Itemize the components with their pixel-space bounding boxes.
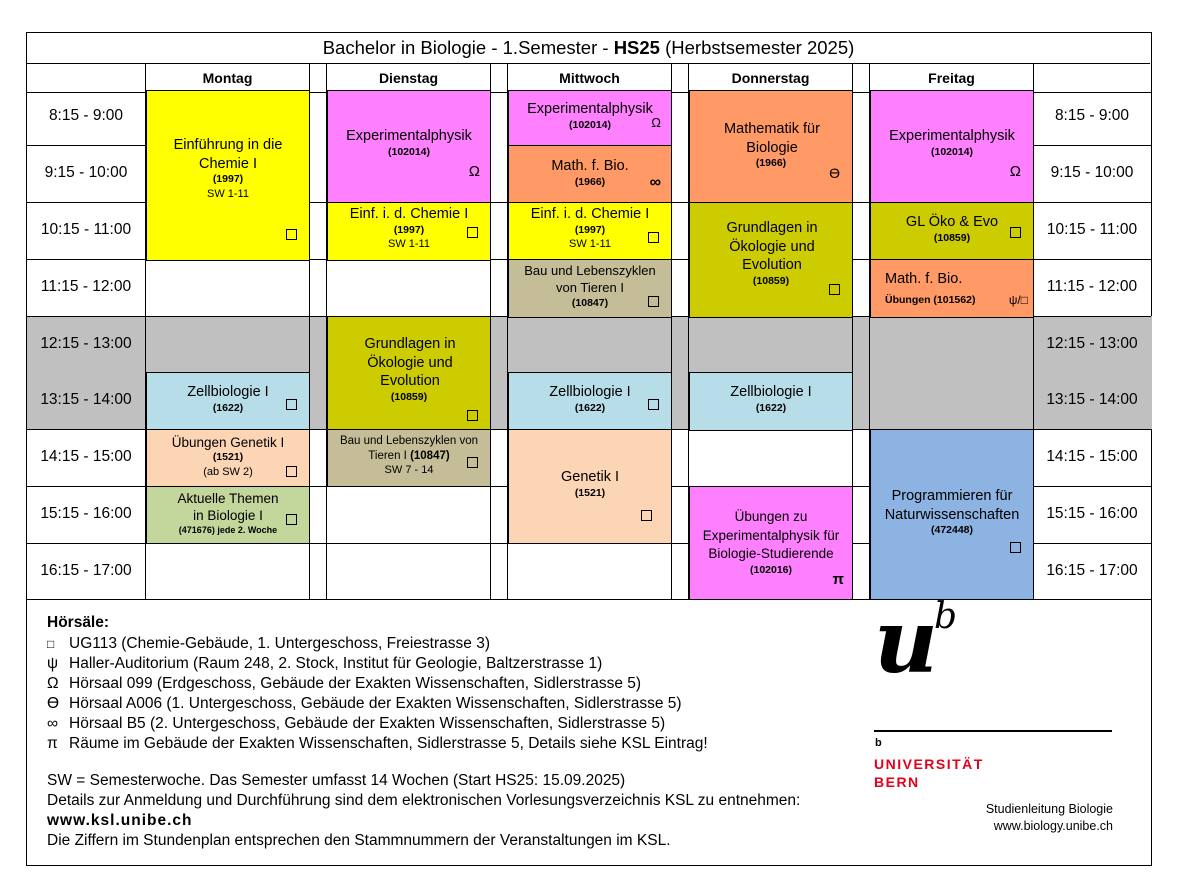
time-label: 8:15 - 9:00: [48, 107, 124, 124]
ksl-link[interactable]: www.ksl.unibe.ch: [47, 812, 193, 829]
course-name: Programmieren für Naturwissenschaften: [884, 488, 1020, 523]
course-name: Einf. i. d. Chemie I: [349, 206, 469, 222]
course-code: (10859): [390, 390, 428, 403]
time-label: 13:15 - 14:00: [1046, 391, 1138, 408]
course-code: (102016): [749, 563, 793, 576]
course-name: Zellbiologie I: [730, 384, 812, 400]
room-square-icon: [1010, 542, 1021, 553]
course-name: Math. f. Bio.: [885, 271, 963, 287]
course-code: (1622): [574, 401, 606, 414]
course-code: (1622): [755, 401, 787, 414]
course-code: (1521): [574, 486, 606, 499]
logo-line2: BERN: [874, 774, 920, 790]
room-square-icon: [286, 514, 297, 525]
course-code: (1997): [393, 223, 425, 236]
course-block-einfuehrung-chemie[interactable]: [146, 90, 310, 261]
course-code: (1997): [574, 223, 606, 236]
psi-symbol-icon: ψ: [47, 655, 59, 672]
room-square-icon: [286, 466, 297, 477]
course-block-experimentalphysik[interactable]: [870, 90, 1034, 204]
title-suffix: (Herbstsemester 2025): [659, 37, 855, 58]
legend-text: Räume im Gebäude der Exakten Wissenschaften, Sidlerstrasse 5, Details siehe KSL Eintrag!: [69, 735, 708, 752]
course-block-bau-lebenszyklen[interactable]: [508, 259, 672, 318]
legend-item: [47, 694, 708, 714]
course-code: (10859): [752, 274, 790, 287]
room-square-icon: [467, 457, 478, 468]
course-block-experimentalphysik[interactable]: [508, 90, 672, 147]
course-name: Experimentalphysik: [889, 128, 1015, 144]
day-header-thursday: Donnerstag: [731, 70, 810, 86]
course-name: Genetik I: [560, 469, 620, 485]
course-block-grundlagen-oekologie[interactable]: [689, 202, 853, 318]
course-name: Übungen zu Experimentalphysik für Biologie-Studierende: [702, 509, 840, 562]
course-block-zellbiologie[interactable]: [689, 372, 853, 431]
time-label: 8:15 - 9:00: [1054, 107, 1130, 124]
time-label: 10:15 - 11:00: [40, 221, 132, 238]
course-name-line2: Tieren I: [368, 449, 407, 462]
course-name: Bau und Lebenszyklen von Tieren I: [524, 263, 656, 295]
room-square-icon: [648, 232, 659, 243]
room-square-icon: [286, 229, 297, 240]
legend-item: [47, 734, 708, 754]
logo-line1: UNIVERSITÄT: [874, 756, 984, 772]
time-label: 13:15 - 14:00: [40, 391, 132, 408]
course-name: Mathematik für Biologie: [724, 121, 820, 156]
course-name-line2: in Biologie I: [193, 508, 263, 524]
room-infinity-icon: ∞: [649, 173, 661, 191]
day-header-tuesday: Dienstag: [378, 70, 439, 86]
omega-symbol-icon: Ω: [47, 675, 59, 692]
course-code: (102014): [387, 145, 431, 158]
course-code: (10847): [410, 449, 450, 462]
theta-symbol-icon: ϴ: [47, 695, 60, 712]
legend-item: [47, 674, 708, 694]
legend-item: [47, 654, 708, 674]
course-code: (1622): [212, 401, 244, 414]
grid-line: [27, 145, 145, 146]
legend-text: Hörsaal A006 (1. Untergeschoss, Gebäude der Exakten Wissenschaften, Sidlerstrasse 5): [69, 695, 682, 712]
title-semester-code: HS25: [613, 37, 660, 58]
logo-b: b: [934, 596, 958, 637]
course-block-programmieren[interactable]: [870, 429, 1034, 600]
digits-note: Die Ziffern im Stundenplan entsprechen den Stammnummern der Veranstaltungen im KSL.: [47, 832, 671, 849]
footer-office: Studienleitung Biologie: [985, 802, 1113, 816]
course-code: (1521): [212, 451, 244, 464]
room-pi-icon: π: [832, 570, 844, 588]
time-label: 9:15 - 10:00: [1050, 164, 1134, 181]
page-title: [27, 33, 1150, 64]
course-block-einf-chemie[interactable]: [508, 202, 672, 261]
course-note: SW 1-11: [569, 237, 611, 250]
room-square-icon: [641, 510, 652, 521]
details-note: Details zur Anmeldung und Durchführung sind dem elektronischen Vorlesungsverzeichnis KSL zu entnehmen:: [47, 792, 801, 809]
infinity-symbol-icon: ∞: [47, 715, 59, 732]
course-name: GL Öko & Evo: [905, 214, 999, 230]
footer-contact: [927, 801, 1113, 835]
legend-list: [47, 634, 708, 754]
day-header-friday: Freitag: [928, 70, 975, 86]
course-name: Einf. i. d. Chemie I: [530, 206, 650, 222]
course-block-zellbiologie[interactable]: [146, 372, 310, 431]
course-block-uebungen-experimentalphysik[interactable]: [689, 486, 853, 600]
course-code: (1966): [755, 157, 787, 170]
course-name: Math. f. Bio.: [551, 158, 629, 174]
course-name: Zellbiologie I: [549, 384, 631, 400]
course-name: Einführung in die Chemie I: [173, 137, 283, 172]
course-name: Experimentalphysik: [527, 101, 653, 117]
time-label: 12:15 - 13:00: [40, 335, 132, 352]
room-psi-icon: ψ/□: [1008, 292, 1028, 307]
unibe-logo: [872, 589, 1012, 701]
legend-heading: Hörsäle:: [47, 614, 110, 631]
day-header-wednesday: Mittwoch: [559, 70, 620, 86]
course-code: Übungen (101562): [885, 293, 976, 306]
course-block-math-bio-uebungen[interactable]: [870, 259, 1034, 318]
legend-text: Hörsaal 099 (Erdgeschoss, Gebäude der Exakten Wissenschaften, Sidlerstrasse 5): [69, 675, 642, 692]
logo-u: u: [874, 589, 938, 693]
room-theta-icon: ϴ: [829, 165, 840, 182]
time-label: 16:15 - 17:00: [40, 562, 132, 579]
room-square-icon: [467, 410, 478, 421]
course-block-experimentalphysik[interactable]: [327, 90, 491, 204]
room-square-icon: [286, 399, 297, 410]
course-code: (102014): [930, 145, 974, 158]
course-name: Übungen Genetik I: [171, 435, 285, 450]
time-label: 14:15 - 15:00: [1046, 448, 1138, 465]
grid-line: [1033, 145, 1151, 146]
room-square-icon: [1010, 227, 1021, 238]
time-label: 16:15 - 17:00: [1046, 562, 1138, 579]
course-note: SW 1-11: [388, 237, 430, 250]
course-block-einf-chemie[interactable]: [327, 202, 491, 261]
legend-item: [47, 714, 708, 734]
course-code: (1966): [574, 175, 606, 188]
course-name: Grundlagen in Ökologie und Evolution: [364, 336, 456, 390]
logo-rule: [874, 730, 1112, 732]
title-prefix: Bachelor in Biologie - 1.Semester -: [322, 37, 614, 58]
time-label: 15:15 - 16:00: [1046, 505, 1138, 522]
course-code: (102014): [568, 118, 612, 131]
time-label: 11:15 - 12:00: [1046, 278, 1138, 295]
course-code: (10847): [571, 296, 609, 309]
legend-text: Hörsaal B5 (2. Untergeschoss, Gebäude der Exakten Wissenschaften, Sidlerstrasse 5): [69, 715, 666, 732]
room-omega-icon: Ω: [468, 162, 480, 180]
legend-item: [47, 634, 708, 654]
course-block-zellbiologie[interactable]: [508, 372, 672, 431]
course-note: (ab SW 2): [203, 465, 253, 478]
course-name: Experimentalphysik: [346, 128, 472, 144]
room-square-icon: [648, 296, 659, 307]
course-block-genetik[interactable]: [508, 429, 672, 544]
time-label: 12:15 - 13:00: [1046, 335, 1138, 352]
course-block-bau-lebenszyklen[interactable]: [327, 429, 491, 487]
course-name: Bau und Lebenszyklen von: [339, 435, 479, 447]
legend-text: Haller-Auditorium (Raum 248, 2. Stock, Institut für Geologie, Baltzerstrasse 1): [69, 655, 603, 672]
course-name: Grundlagen in Ökologie und Evolution: [726, 220, 818, 274]
pi-symbol-icon: π: [47, 735, 58, 752]
course-code: (10859): [933, 231, 971, 244]
time-label: 11:15 - 12:00: [40, 278, 132, 295]
course-block-math-bio[interactable]: [508, 145, 672, 204]
time-label: 15:15 - 16:00: [40, 505, 132, 522]
logo-small-b: b: [875, 737, 882, 749]
course-block-mathematik-biologie[interactable]: [689, 90, 853, 204]
room-square-icon: [648, 399, 659, 410]
course-name: Aktuelle Themen: [177, 491, 279, 506]
time-label: 14:15 - 15:00: [40, 448, 132, 465]
room-square-icon: [829, 284, 840, 295]
day-header-monday: Montag: [202, 70, 253, 86]
square-symbol-icon: □: [47, 637, 55, 651]
course-code: (1997): [212, 173, 244, 186]
time-label: 10:15 - 11:00: [1046, 221, 1138, 238]
time-label: 9:15 - 10:00: [44, 164, 128, 181]
room-omega-icon: Ω: [651, 115, 661, 130]
logo-text: [874, 755, 984, 791]
course-name: Zellbiologie I: [187, 384, 269, 400]
course-block-aktuelle-themen[interactable]: [146, 486, 310, 544]
course-note: SW 1-11: [207, 187, 249, 200]
course-code: (471676) jede 2. Woche: [178, 524, 278, 535]
course-code: (472448): [930, 524, 974, 537]
course-block-grundlagen-oekologie[interactable]: [327, 316, 491, 431]
footer-website-link[interactable]: www.biology.unibe.ch: [993, 819, 1113, 833]
course-block-gl-oeko-evo[interactable]: [870, 202, 1034, 261]
room-omega-icon: Ω: [1009, 162, 1021, 180]
course-note: SW 7 - 14: [384, 464, 434, 477]
legend-text: UG113 (Chemie-Gebäude, 1. Untergeschoss, Freiestrasse 3): [69, 635, 490, 652]
course-block-uebungen-genetik[interactable]: [146, 429, 310, 487]
room-square-icon: [467, 227, 478, 238]
semester-week-note: SW = Semesterwoche. Das Semester umfasst 14 Wochen (Start HS25: 15.09.2025): [47, 772, 626, 789]
timetable-frame: [26, 32, 1152, 866]
